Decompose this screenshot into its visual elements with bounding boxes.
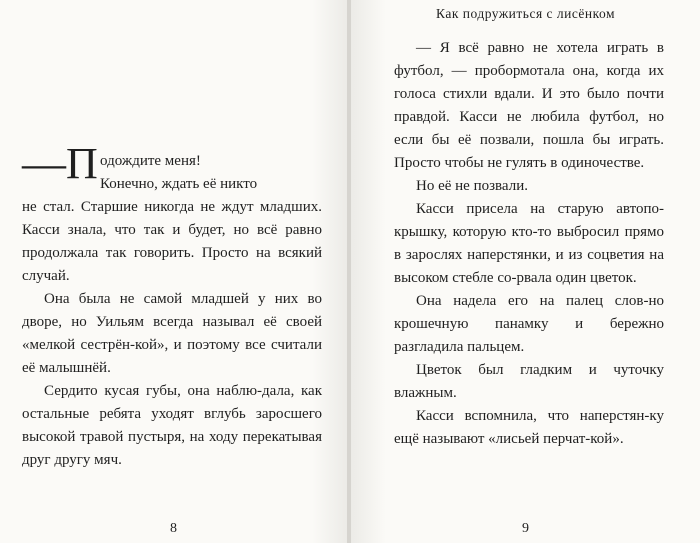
paragraph-1-rest: не стал. Старшие никогда не ждут младших. Касси знала, что так и будет, но всё равно продолжала так говорить. Просто на всякий случай. xyxy=(22,199,322,284)
left-page-text xyxy=(22,139,322,472)
paragraph-2: Но её не позвали. xyxy=(416,178,528,194)
right-page-text xyxy=(394,37,664,451)
paragraph-3: Касси присела на старую автопо-крышку, которую кто-то выбросил прямо в зарослях наперстянки, и из соцветия на высоком стебле со-рвала один цветок. xyxy=(394,201,664,286)
page-number-right: 9 xyxy=(522,521,529,536)
left-page xyxy=(0,0,347,543)
right-page xyxy=(351,0,700,543)
running-head: Как подружиться с лисёнком xyxy=(436,6,615,21)
paragraph-3: Сердито кусая губы, она наблю-дала, как остальные ребята уходят вглубь заросшего высокой травой пустыря, на ходу перекатывая друг другу мяч. xyxy=(22,383,322,468)
page-number-left: 8 xyxy=(170,521,177,536)
paragraph-1: — Я всё равно не хотела играть в футбол, — пробормотала она, когда их голоса стихли вдали. И это было почти правдой. Касси не любила футбол, но если бы её позвали, пошла бы играть. Просто чтобы не гулять в одиночестве. xyxy=(394,40,664,171)
line-after-dropcap-1: одождите меня! xyxy=(100,153,201,169)
drop-cap: —П xyxy=(22,139,98,188)
dropcap-line-2 xyxy=(22,173,322,196)
line-after-dropcap-2: Конечно, ждать её никто xyxy=(100,176,258,192)
paragraph-5: Цветок был гладким и чуточку влажным. xyxy=(394,362,664,401)
paragraph-2: Она была не самой младшей у них во дворе, но Уильям всегда называл её своей «мелкой сестрён-кой», и поэтому все считали её малышнёй. xyxy=(22,291,322,376)
paragraph-4: Она надела его на палец слов-но крошечную панамку и бережно разгладила пальцем. xyxy=(394,293,664,355)
paragraph-6: Касси вспомнила, что наперстян-ку ещё называют «лисьей перчат-кой». xyxy=(394,408,664,447)
